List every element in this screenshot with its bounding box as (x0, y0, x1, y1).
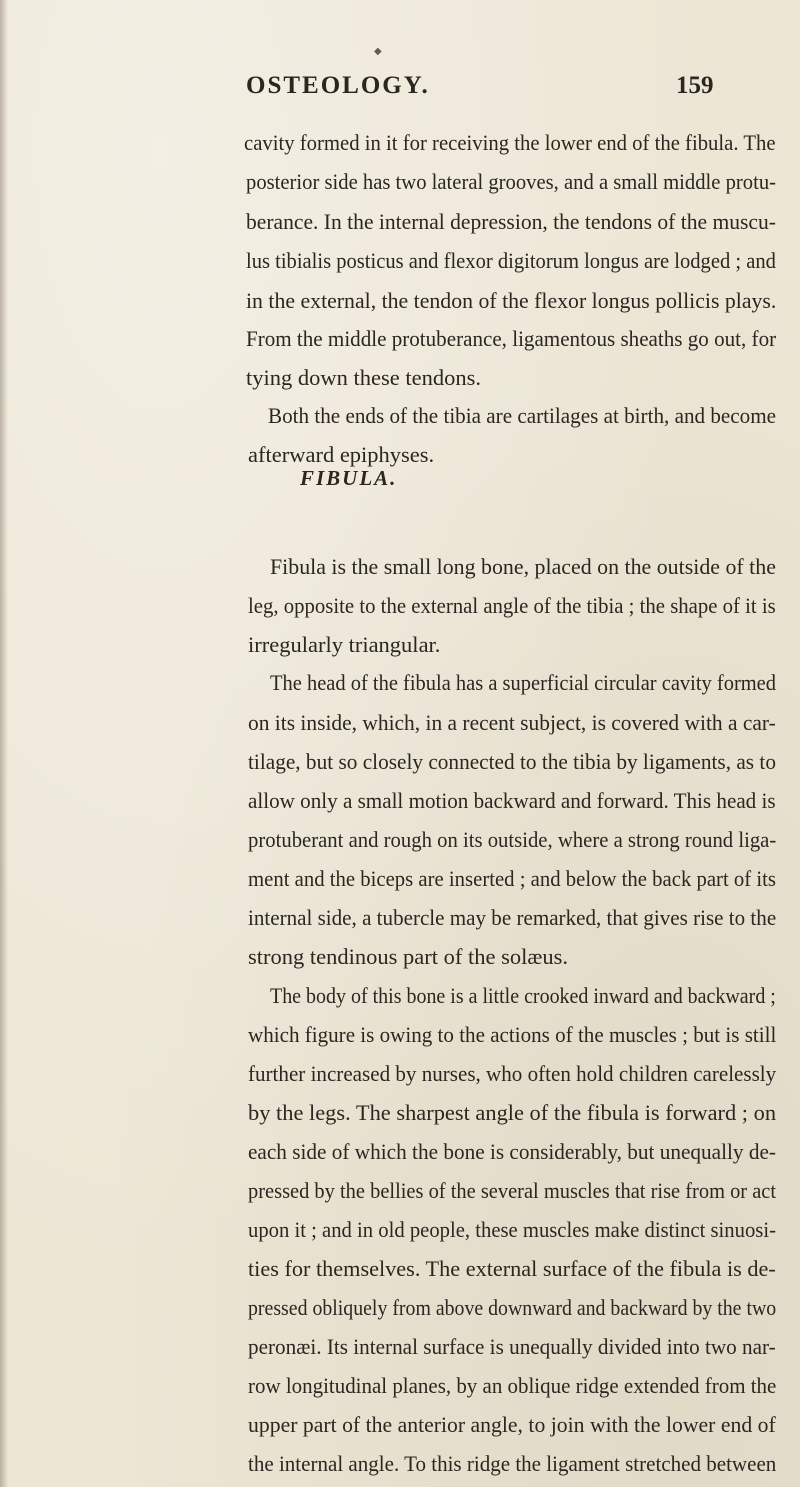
text-line: peronæi. Its internal surface is unequally divided into two nar- (248, 1334, 776, 1359)
text-line: afterward epiphyses. (248, 442, 435, 467)
text-line: in the external, the tendon of the flexor longus pollicis plays. (246, 288, 777, 313)
text-line: Fibula is the small long bone, placed on the outside of the (270, 554, 776, 579)
running-head: OSTEOLOGY. (246, 72, 430, 99)
page-edge-shadow (0, 0, 8, 1487)
text-line: tying down these tendons. (246, 365, 481, 390)
text-line: From the middle protuberance, ligamentous sheaths go out, for (246, 326, 777, 351)
text-line: strong tendinous part of the solæus. (248, 944, 568, 969)
text-line: posterior side has two lateral grooves, and a small middle protu- (246, 169, 777, 194)
text-line: allow only a small motion backward and forward. This head is (248, 788, 776, 813)
text-line: upon it ; and in old people, these muscles make distinct sinuosi- (248, 1217, 776, 1242)
text-line: Both the ends of the tibia are cartilages at birth, and become (268, 403, 777, 428)
text-line: leg, opposite to the external angle of the tibia ; the shape of it is (248, 593, 776, 618)
text-line: further increased by nurses, who often hold children carelessly (248, 1061, 777, 1086)
text-line: internal side, a tubercle may be remarked, that gives rise to the (248, 905, 777, 930)
text-line: protuberant and rough on its outside, where a strong round liga- (248, 827, 777, 852)
text-line: which figure is owing to the actions of the muscles ; but is still (248, 1022, 777, 1047)
text-line: each side of which the bone is considerably, but unequally de- (248, 1139, 776, 1164)
ornament-mark: ◆ (374, 46, 382, 57)
text-line: the internal angle. To this ridge the ligament stretched between (248, 1451, 777, 1476)
text-line: berance. In the internal depression, the tendons of the muscu- (246, 209, 776, 234)
text-line: pressed obliquely from above downward and backward by the two (248, 1295, 777, 1320)
text-line: cavity formed in it for receiving the lower end of the fibula. The (244, 130, 776, 155)
text-line: on its inside, which, in a recent subject, is covered with a car- (248, 710, 776, 735)
text-line: upper part of the anterior angle, to join with the lower end of (248, 1412, 776, 1437)
text-line: by the legs. The sharpest angle of the fibula is forward ; on (248, 1100, 777, 1125)
section-title: FIBULA. (300, 466, 398, 490)
text-line: lus tibialis posticus and flexor digitorum longus are lodged ; and (246, 248, 776, 273)
text-line: row longitudinal planes, by an oblique ridge extended from the (248, 1373, 777, 1398)
text-line: The body of this bone is a little crooked inward and backward ; (270, 983, 776, 1008)
text-line: The head of the fibula has a superficial circular cavity formed (270, 670, 777, 695)
page-number: 159 (676, 72, 714, 99)
text-line: irregularly triangular. (248, 632, 441, 657)
text-line: tilage, but so closely connected to the tibia by ligaments, as to (248, 749, 776, 774)
text-line: ties for themselves. The external surface of the fibula is de- (248, 1256, 776, 1281)
text-line: pressed by the bellies of the several muscles that rise from or act (248, 1178, 777, 1203)
text-line: ment and the biceps are inserted ; and below the back part of its (248, 866, 776, 891)
page-header (0, 72, 800, 112)
